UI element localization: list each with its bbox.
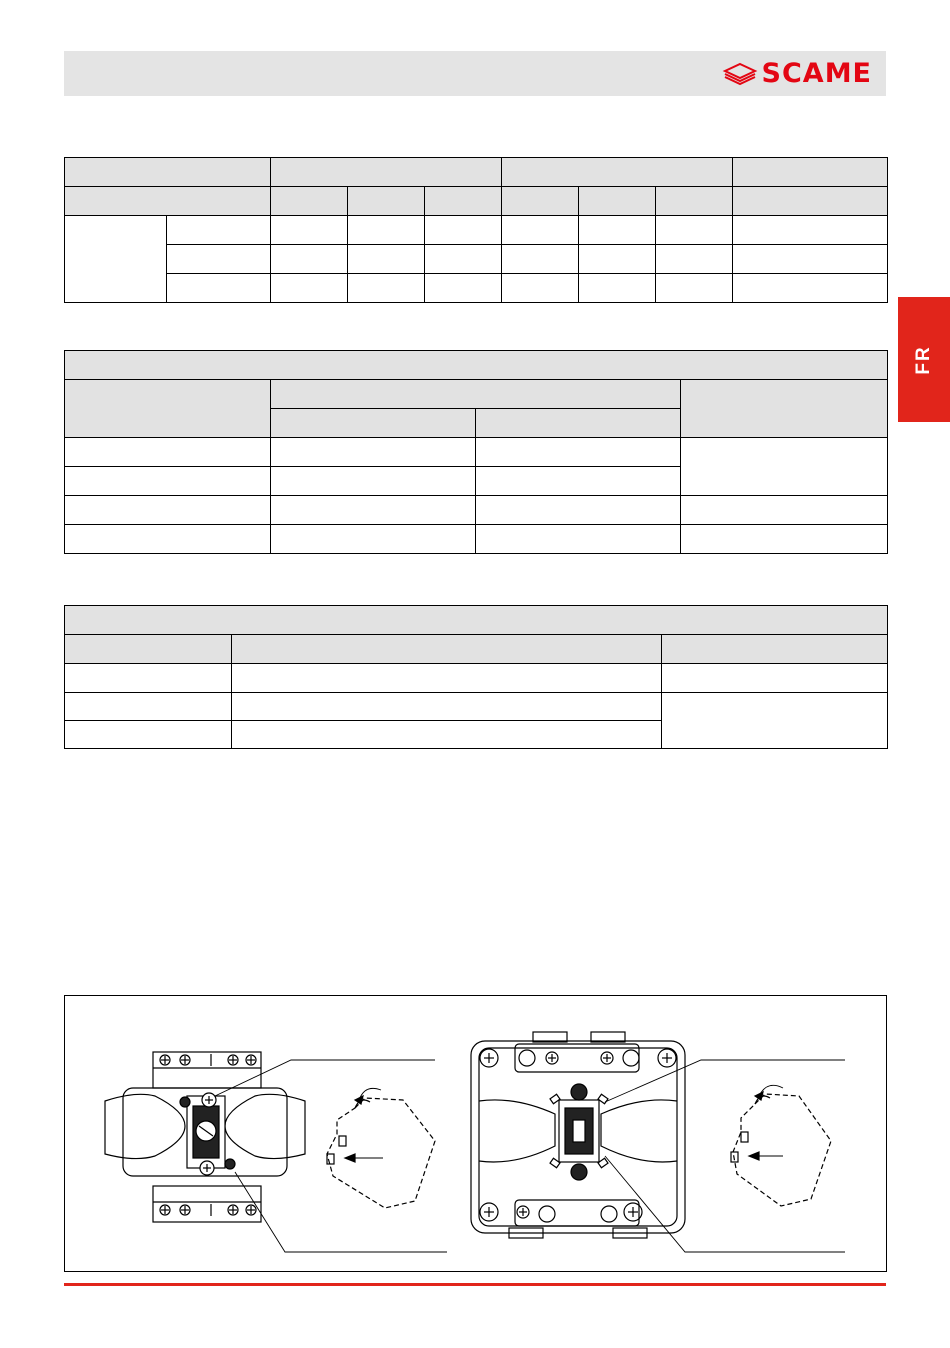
rotation-detail-icon <box>327 1098 435 1208</box>
table-2 <box>64 350 888 554</box>
table-row <box>65 496 888 525</box>
table-cell <box>65 216 167 303</box>
table-cell <box>271 187 348 216</box>
table-cell <box>348 274 425 303</box>
table-cell <box>656 245 733 274</box>
table-row <box>65 274 888 303</box>
table-cell <box>167 274 271 303</box>
table-row <box>65 438 888 467</box>
table-cell <box>65 664 232 693</box>
table-cell <box>271 409 476 438</box>
table-row <box>65 216 888 245</box>
scame-logo <box>722 60 872 88</box>
table-cell <box>232 664 662 693</box>
table-cell <box>476 496 681 525</box>
table-cell <box>65 525 271 554</box>
table-cell <box>65 635 232 664</box>
table-cell <box>733 245 888 274</box>
table-2-header-row-1 <box>65 380 888 409</box>
table-cell <box>733 187 888 216</box>
table-1-header-row-1 <box>65 158 888 187</box>
scame-layers-logo-icon <box>722 61 758 87</box>
table-cell <box>502 216 579 245</box>
table-cell <box>662 664 888 693</box>
table-cell <box>425 245 502 274</box>
table-cell <box>656 274 733 303</box>
table-3-title-row <box>65 606 888 635</box>
table-row <box>65 245 888 274</box>
table-cell <box>65 380 271 438</box>
table-cell <box>167 245 271 274</box>
table-1-header-row-2 <box>65 187 888 216</box>
table-3-header-row <box>65 635 888 664</box>
table-cell <box>65 496 271 525</box>
table-cell <box>733 158 888 187</box>
table-cell <box>65 187 271 216</box>
table-cell <box>232 721 662 749</box>
table-3 <box>64 605 888 749</box>
table-cell <box>232 635 662 664</box>
table-cell <box>733 216 888 245</box>
table-cell <box>65 158 271 187</box>
language-tab[interactable] <box>898 297 950 422</box>
table-cell <box>502 245 579 274</box>
table-cell <box>662 635 888 664</box>
table-cell <box>425 216 502 245</box>
table-cell <box>502 158 733 187</box>
table-1 <box>64 157 888 303</box>
table-cell <box>271 525 476 554</box>
table-cell <box>65 438 271 467</box>
table-cell <box>425 187 502 216</box>
table-cell <box>681 438 888 496</box>
table-cell <box>579 274 656 303</box>
table-cell <box>476 438 681 467</box>
table-cell <box>348 216 425 245</box>
table-cell <box>271 245 348 274</box>
table-row <box>65 664 888 693</box>
table-cell <box>271 496 476 525</box>
table-cell <box>681 380 888 438</box>
table-cell <box>271 467 476 496</box>
table-cell <box>425 274 502 303</box>
table-cell <box>681 496 888 525</box>
table-cell <box>232 693 662 721</box>
table-cell <box>662 693 888 749</box>
logo-text: SCAME <box>761 58 872 89</box>
table-cell <box>65 721 232 749</box>
technical-drawing <box>65 996 886 1271</box>
table-cell <box>476 467 681 496</box>
table-cell <box>65 606 888 635</box>
table-cell <box>579 245 656 274</box>
language-tab-label: FR <box>913 344 934 375</box>
enclosed-switch-front-icon <box>471 1032 845 1252</box>
table-cell <box>476 409 681 438</box>
table-cell <box>271 380 681 409</box>
table-cell <box>502 187 579 216</box>
table-cell <box>271 274 348 303</box>
table-cell <box>271 438 476 467</box>
table-cell <box>348 245 425 274</box>
table-row <box>65 693 888 721</box>
table-cell <box>348 187 425 216</box>
table-cell <box>65 351 888 380</box>
switch-mechanism-front-icon <box>105 1052 447 1252</box>
table-row <box>65 525 888 554</box>
table-cell <box>579 187 656 216</box>
header-band <box>64 51 886 96</box>
table-cell <box>579 216 656 245</box>
table-cell <box>476 525 681 554</box>
table-cell <box>502 274 579 303</box>
table-cell <box>65 467 271 496</box>
table-cell <box>656 216 733 245</box>
table-2-title-row <box>65 351 888 380</box>
table-cell <box>65 693 232 721</box>
figure-frame <box>64 995 887 1272</box>
table-cell <box>271 216 348 245</box>
table-cell <box>733 274 888 303</box>
table-cell <box>271 158 502 187</box>
table-cell <box>681 525 888 554</box>
footer-rule <box>64 1283 886 1286</box>
table-cell <box>167 216 271 245</box>
table-cell <box>656 187 733 216</box>
